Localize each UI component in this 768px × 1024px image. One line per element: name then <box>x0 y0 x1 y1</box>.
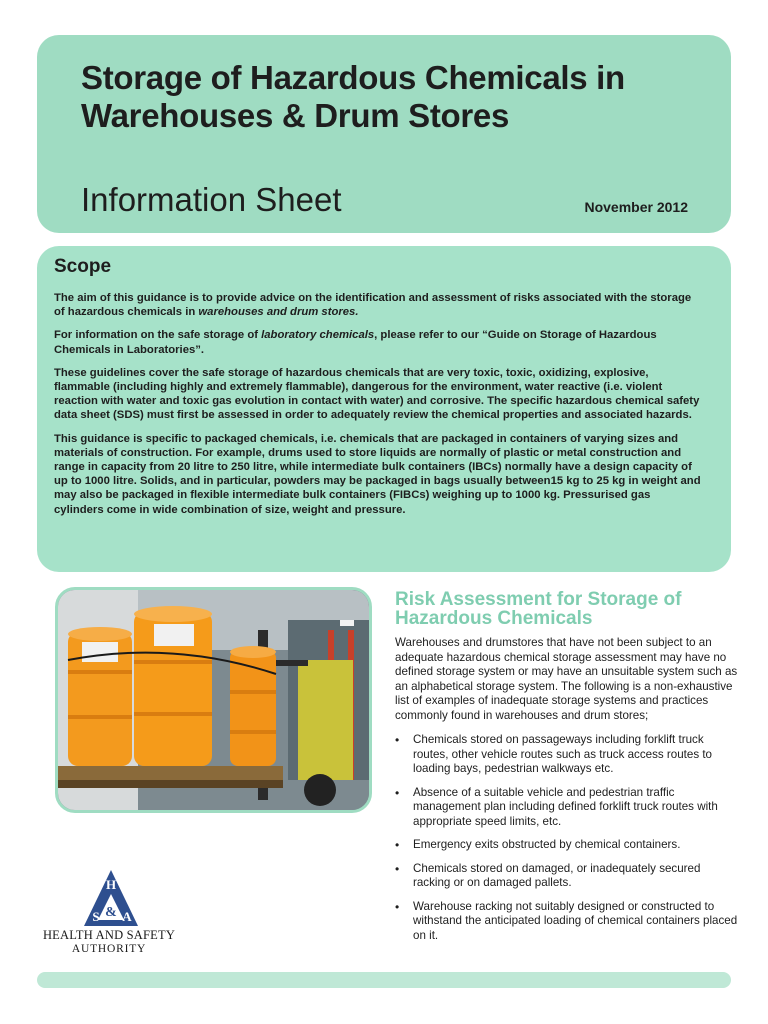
risk-assessment-section <box>395 590 740 952</box>
hsa-logo <box>36 870 182 960</box>
scope-paragraph-1: The aim of this guidance is to provide advice on the identification and assessment of risks associated with the storage of hazardous chemicals in warehouses and drum stores. <box>54 292 692 319</box>
scope-paragraph-4: This guidance is specific to packaged chemicals, i.e. chemicals that are packaged in containers of varying sizes and materials of construction. For example, drums used to store liquids are normally of plastic or metal construction and range in capacity from 20 litre to 250 litre, while intermediate bulk containers (IBCs) normally have a design capacity of up to 1000 litre. Solids, and in particular, powders may be packaged in bags usually between15 kg to 25 kg in weight and may also be packaged in flexible intermediate bulk containers (FIBCs) weighing up to 1000 kg. Pressurised gas cylinders come in wide combination of size, weight and pressure. <box>54 432 701 516</box>
scope-heading: Scope <box>54 256 112 277</box>
logo-letter-a: A <box>122 909 132 924</box>
logo-ampersand: & <box>105 905 117 920</box>
page-subtitle: Information Sheet <box>81 181 342 218</box>
page-title: Storage of Hazardous Chemicals in Warehouses & Drum Stores <box>81 59 625 134</box>
footer-bar <box>37 972 731 988</box>
header-panel <box>37 35 731 233</box>
risk-bullet-list <box>395 733 740 943</box>
list-item: • Absence of a suitable vehicle and pedestrian traffic management plan including defined forklift truck routes with appropriate speed limits, etc. <box>395 786 740 830</box>
scope-paragraph-2: For information on the safe storage of laboratory chemicals, please refer to our “Guide on Storage of Hazardous Chemicals in Laboratories”. <box>54 329 657 356</box>
hsa-triangle-icon <box>84 870 138 926</box>
risk-heading: Risk Assessment for Storage of Hazardous Chemicals <box>395 589 682 629</box>
logo-letter-s: S <box>92 909 100 924</box>
logo-letter-h: H <box>105 877 117 892</box>
scope-paragraph-3: These guidelines cover the safe storage of hazardous chemicals that are very toxic, toxic, oxidizing, explosive, flammable (including highly and extremely flammable), dangerous for the environment, water reactive (i.e. violent reaction with water and toxic gas evolution in contact with water) and corrosive. The specific hazardous chemical safety data sheet (SDS) must first be assessed in order to adequately review the chemical properties and associated hazards. <box>54 366 700 422</box>
logo-name-line-1: HEALTH AND SAFETY <box>42 928 176 942</box>
list-item: • Chemicals stored on damaged, or inadequately secured racking or on damaged pallets. <box>395 862 740 891</box>
risk-intro: Warehouses and drumstores that have not been subject to an adequate hazardous chemical storage assessment may have no defined storage system or may have an unsuitable system such as an alphabetical storage system. The following is a non-exhaustive list of examples of inadequate storage systems and practices commonly found in warehouses and drum stores; <box>395 636 738 722</box>
drums-forklift-photo <box>55 587 372 813</box>
list-item: • Chemicals stored on passageways including forklift truck routes, other vehicle routes such as truck access routes to loading bays, pedestrian walkways etc. <box>395 733 740 777</box>
list-item: • Warehouse racking not suitably designed or constructed to withstand the anticipated loading of chemical containers placed on it. <box>395 900 740 944</box>
list-item: • Emergency exits obstructed by chemical containers. <box>395 838 740 853</box>
publication-date: November 2012 <box>584 199 688 215</box>
logo-organisation-name <box>36 928 182 956</box>
logo-name-line-2: AUTHORITY <box>71 943 147 955</box>
scope-panel <box>37 246 731 572</box>
